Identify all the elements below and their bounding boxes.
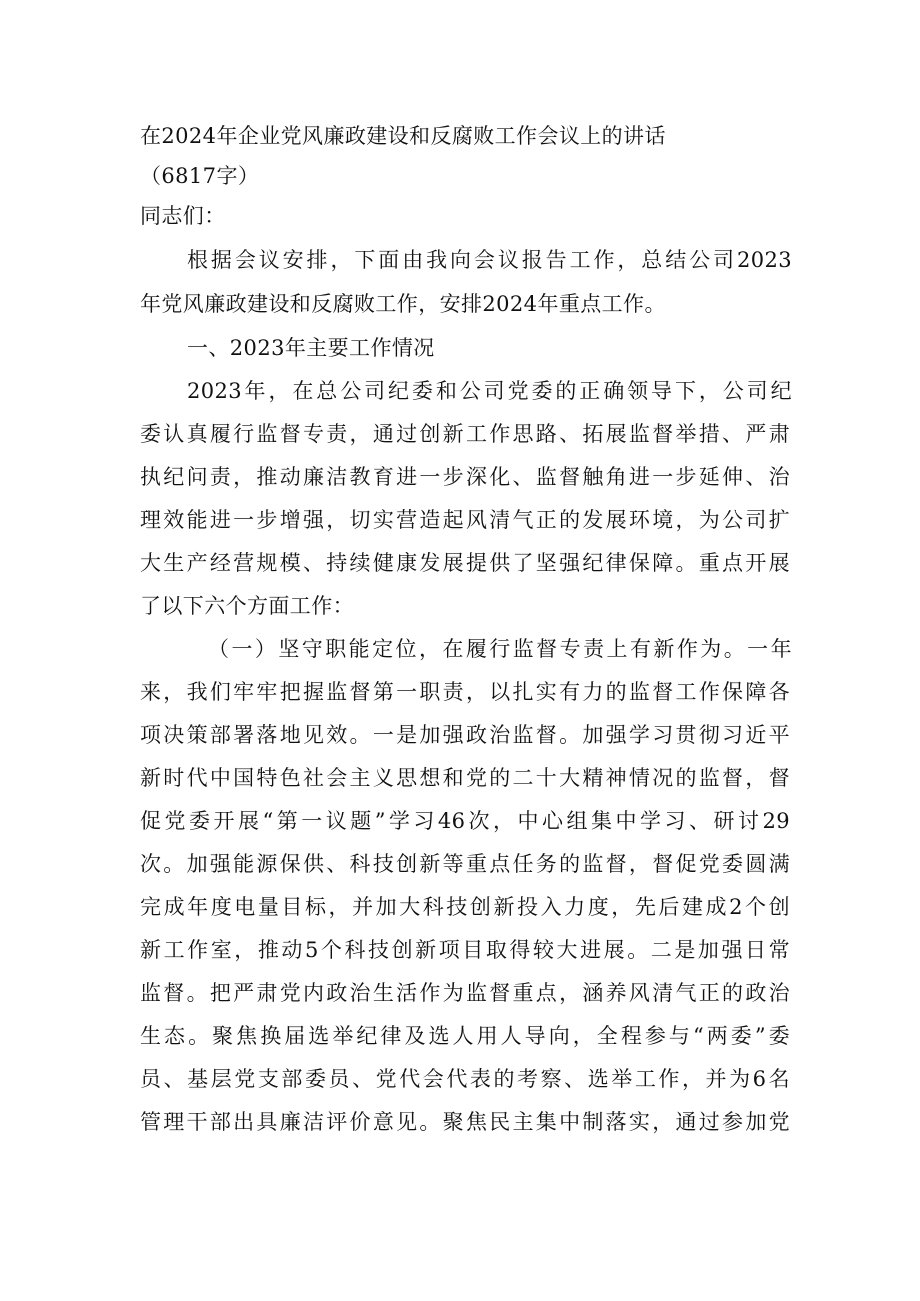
document-title: 在2024年企业党风廉政建设和反腐败工作会议上的讲话 <box>140 124 666 148</box>
paragraph-line: 理效能进一步增强，切实营造起风清气正的发展环境，为公司扩 <box>140 508 790 532</box>
paragraph-line: 完成年度电量目标，并加大科技创新投入力度，先后建成2个创 <box>140 895 790 919</box>
word-count: （6817字） <box>140 164 260 188</box>
paragraph-line: 新时代中国特色社会主义思想和党的二十大精神情况的监督，督 <box>140 766 790 790</box>
paragraph-line: 项决策部署落地见效。一是加强政治监督。加强学习贯彻习近平 <box>140 723 790 747</box>
paragraph-line: 委认真履行监督专责，通过创新工作思路、拓展监督举措、严肃 <box>140 422 790 446</box>
paragraph-line: 根据会议安排，下面由我向会议报告工作，总结公司2023 <box>187 248 792 272</box>
paragraph-line: 来，我们牢牢把握监督第一职责，以扎实有力的监督工作保障各 <box>140 680 790 704</box>
paragraph-line: 大生产经营规模、持续健康发展提供了坚强纪律保障。重点开展 <box>140 551 790 575</box>
paragraph-line: 员、基层党支部委员、党代会代表的考察、选举工作，并为6名 <box>140 1067 790 1091</box>
paragraph-line: 了以下六个方面工作： <box>140 594 354 618</box>
paragraph-line: 新工作室，推动5个科技创新项目取得较大进展。二是加强日常 <box>140 938 790 962</box>
paragraph-line: 年党风廉政建设和反腐败工作，安排2024年重点工作。 <box>140 292 666 316</box>
paragraph-line: 生态。聚焦换届选举纪律及选人用人导向，全程参与“两委”委 <box>140 1024 790 1048</box>
paragraph-line: 促党委开展“第一议题”学习46次，中心组集中学习、研讨29 <box>140 809 790 833</box>
subsection-heading: （一）坚守职能定位，在履行监督专责上有新作为。一年 <box>208 637 792 661</box>
paragraph-line: 2023年，在总公司纪委和公司党委的正确领导下，公司纪 <box>187 379 792 403</box>
paragraph-line: 次。加强能源保供、科技创新等重点任务的监督，督促党委圆满 <box>140 852 790 876</box>
section-heading: 一、2023年主要工作情况 <box>187 336 435 360</box>
paragraph-line: 监督。把严肃党内政治生活作为监督重点，涵养风清气正的政治 <box>140 981 790 1005</box>
paragraph-line: 管理干部出具廉洁评价意见。聚焦民主集中制落实，通过参加党 <box>140 1110 790 1134</box>
salutation: 同志们： <box>140 204 226 228</box>
paragraph-line: 执纪问责，推动廉洁教育进一步深化、监督触角进一步延伸、治 <box>140 465 790 489</box>
